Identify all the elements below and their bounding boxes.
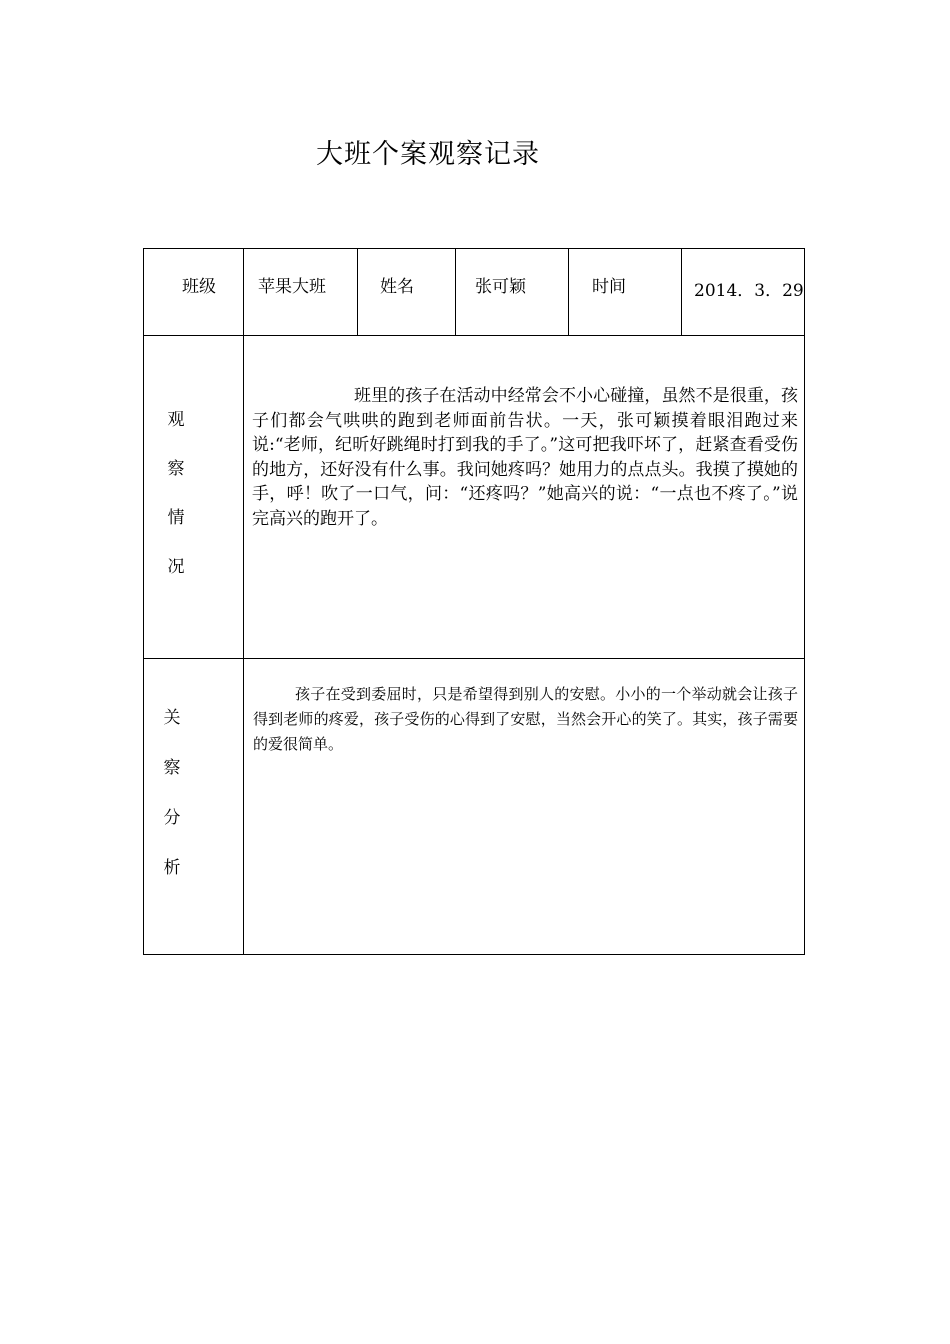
column-divider-3 xyxy=(568,248,569,336)
observation-label-char: 观 xyxy=(167,410,185,430)
analysis-label-char: 察 xyxy=(163,758,181,778)
time-value: 2014．3．29 xyxy=(694,281,804,301)
class-value: 苹果大班 xyxy=(258,277,326,297)
analysis-label-char: 分 xyxy=(163,808,181,828)
column-divider-1 xyxy=(357,248,358,336)
name-label: 姓名 xyxy=(380,277,414,297)
observation-text: 班里的孩子在活动中经常会不小心碰撞，虽然不是很重，孩子们都会气哄哄的跑到老师面前告状。一天，张可颖摸着眼泪跑过来说:“老师，纪昕好跳绳时打到我的手了。”这可把我吓坏了，赶紧查看受伤的地方，还好没有什么事。我问她疼吗？她用力的点点头。我摸了摸她的手，呼！吹了一口气，问：“还疼吗？”她高兴的说：“一点也不疼了。”说完高兴的跑开了。 xyxy=(252,386,798,529)
observation-label xyxy=(166,408,186,580)
analysis-label xyxy=(162,706,182,881)
column-divider-label xyxy=(243,248,244,955)
analysis-text: 孩子在受到委屈时，只是希望得到别人的安慰。小小的一个举动就会让孩子得到老师的疼爱，孩子受伤的心得到了安慰，当然会开心的笑了。其实，孩子需要的爱很简单。 xyxy=(253,685,798,753)
observation-label-char: 况 xyxy=(167,557,185,577)
name-value: 张可颖 xyxy=(475,277,526,297)
analysis-label-char: 析 xyxy=(163,858,181,878)
observation-label-char: 察 xyxy=(167,459,185,479)
class-label: 班级 xyxy=(182,277,216,297)
observation-label-char: 情 xyxy=(167,508,185,528)
column-divider-4 xyxy=(681,248,682,336)
time-label: 时间 xyxy=(592,277,626,297)
column-divider-2 xyxy=(455,248,456,336)
document-title: 大班个案观察记录 xyxy=(316,139,540,170)
analysis-label-char: 关 xyxy=(163,708,181,728)
